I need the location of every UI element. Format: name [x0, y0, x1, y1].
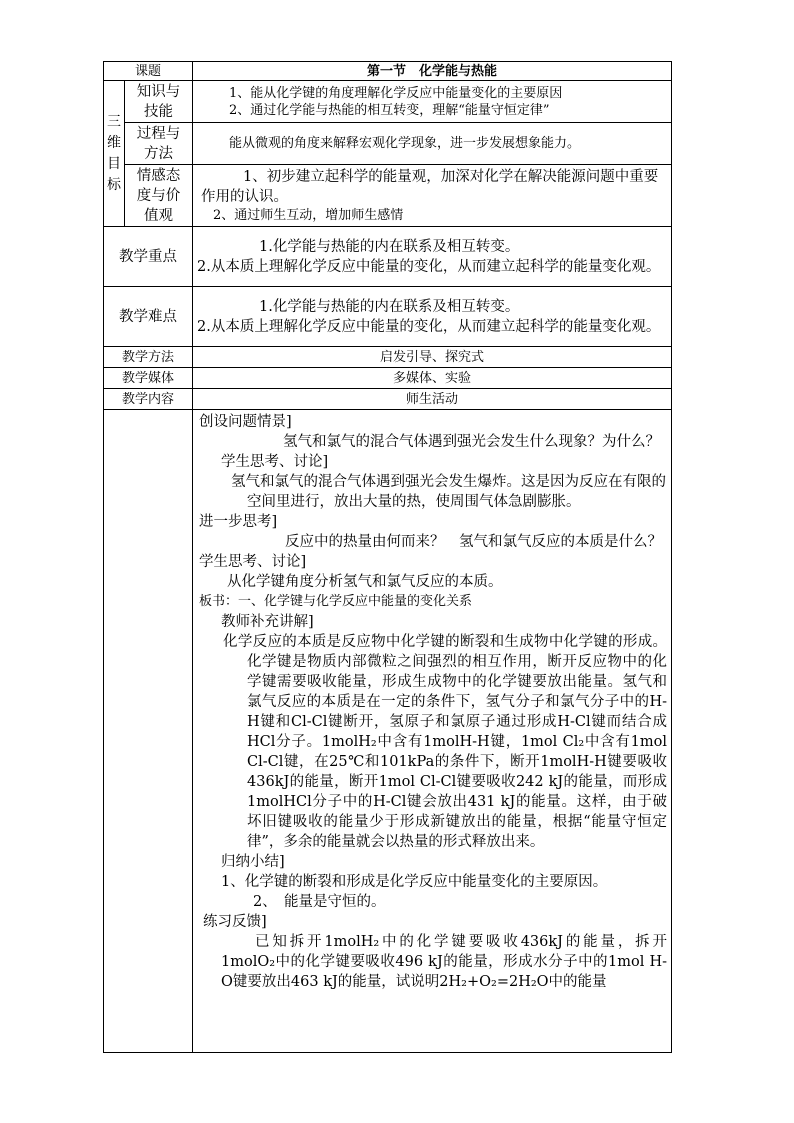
knowledge-row	[104, 81, 672, 123]
content-body	[193, 410, 672, 1053]
objectives-group-label: 三 维 目 标	[104, 81, 125, 227]
media-row	[104, 368, 672, 389]
question-text: 反应中的热量由何而来？ 氢气和氯气反应的本质是什么？	[285, 534, 663, 550]
process-row	[104, 123, 672, 165]
key-points-text: 1.化学能与热能的内在联系及相互转变。 2.从本质上理解化学反应中能量的变化，从而建立起科学的能量变化观。	[193, 227, 672, 287]
key-points-label: 教学重点	[104, 227, 193, 287]
method-row	[104, 347, 672, 368]
difficulties-text: 1.化学能与热能的内在联系及相互转变。 2.从本质上理解化学反应中能量的变化，从而建立起科学的能量变化观。	[193, 287, 672, 347]
title-row	[104, 62, 672, 81]
summary-point: 2、 能量是守恒的。	[253, 894, 386, 910]
media-label: 教学媒体	[104, 368, 193, 389]
summary-point: 1、化学键的断裂和形成是化学反应中能量变化的主要原因。	[221, 874, 608, 890]
attitude-row	[104, 165, 672, 227]
section-heading: 教师补充讲解]	[221, 614, 314, 630]
lesson-title: 第一节 化学能与热能	[193, 62, 672, 81]
section-heading: 创设问题情景]	[199, 414, 292, 430]
lesson-plan-table	[103, 61, 672, 1053]
content-blank-cell	[104, 410, 193, 1053]
attitude-text: 1、初步建立起科学的能量观，加深对化学在解决能源问题中重要作用的认识。 2、通过师生互动，增加师生感情	[193, 165, 672, 227]
knowledge-label: 知识与 技能	[125, 81, 193, 123]
question-text: 氢气和氯气的混合气体遇到强光会发生什么现象？为什么？	[283, 434, 661, 450]
key-points-row	[104, 227, 672, 287]
section-heading: 学生思考、讨论]	[199, 554, 307, 570]
difficulties-label: 教学难点	[104, 287, 193, 347]
method-label: 教学方法	[104, 347, 193, 368]
method-value: 启发引导、探究式	[193, 347, 672, 368]
content-body-row	[104, 410, 672, 1053]
activity-label: 师生活动	[193, 389, 672, 410]
answer-text: 氢气和氯气的混合气体遇到强光会发生爆炸。这是因为反应在有限的空间里进行，放出大量的热，使周围气体急剧膨胀。	[231, 474, 667, 510]
content-header-row	[104, 389, 672, 410]
lesson-label: 课题	[104, 62, 193, 81]
content-label: 教学内容	[104, 389, 193, 410]
section-heading: 进一步思考]	[199, 514, 278, 530]
board-note: 板书：一、化学键与化学反应中能量的变化关系	[199, 594, 473, 609]
knowledge-text: 1、能从化学键的角度理解化学反应中能量变化的主要原因 2、通过化学能与热能的相互转变，理解“能量守恒定律”	[193, 81, 672, 123]
media-value: 多媒体、实验	[193, 368, 672, 389]
process-label: 过程与 方法	[125, 123, 193, 165]
exercise-text: 已知拆开1molH₂中的化学键要吸收436kJ的能量，拆开1molO₂中的化学键要吸收496 kJ的能量，形成水分子中的1mol H-O键要放出463 kJ的能量，试说明2H₂+O₂=2H₂O中的能量	[221, 934, 668, 990]
section-heading: 归纳小结]	[221, 854, 285, 870]
process-text: 能从微观的角度来解释宏观化学现象，进一步发展想象能力。	[193, 123, 672, 165]
explanation-text: 化学反应的本质是反应物中化学键的断裂和生成物中化学键的形成。化学键是物质内部微粒之间强烈的相互作用，断开反应物中的化学键需要吸收能量，形成生成物中的化学键要放出能量。氢气和氯气反应的本质是在一定的条件下，氢气分子和氯气分子中的H-H键和Cl-Cl键断开，氢原子和氯原子通过形成H-Cl键而结合成HCl分子。1molH₂中含有1molH-H键，1mol Cl₂中含有1mol Cl-Cl键，在25℃和101kPa的条件下，断开1molH-H键要吸收436kJ的能量，断开1mol Cl-Cl键要吸收242 kJ的能量，而形成1molHCl分子中的H-Cl键会放出431 kJ的能量。这样，由于破坏旧键吸收的能量少于形成新键放出的能量，根据“能量守恒定律”，多余的能量就会以热量的形式释放出来。	[223, 634, 668, 850]
difficulties-row	[104, 287, 672, 347]
section-heading: 练习反馈]	[203, 914, 267, 930]
discussion-text: 从化学键角度分析氢气和氯气反应的本质。	[227, 574, 503, 590]
section-heading: 学生思考、讨论]	[221, 454, 329, 470]
attitude-label: 情感态 度与价 值观	[125, 165, 193, 227]
